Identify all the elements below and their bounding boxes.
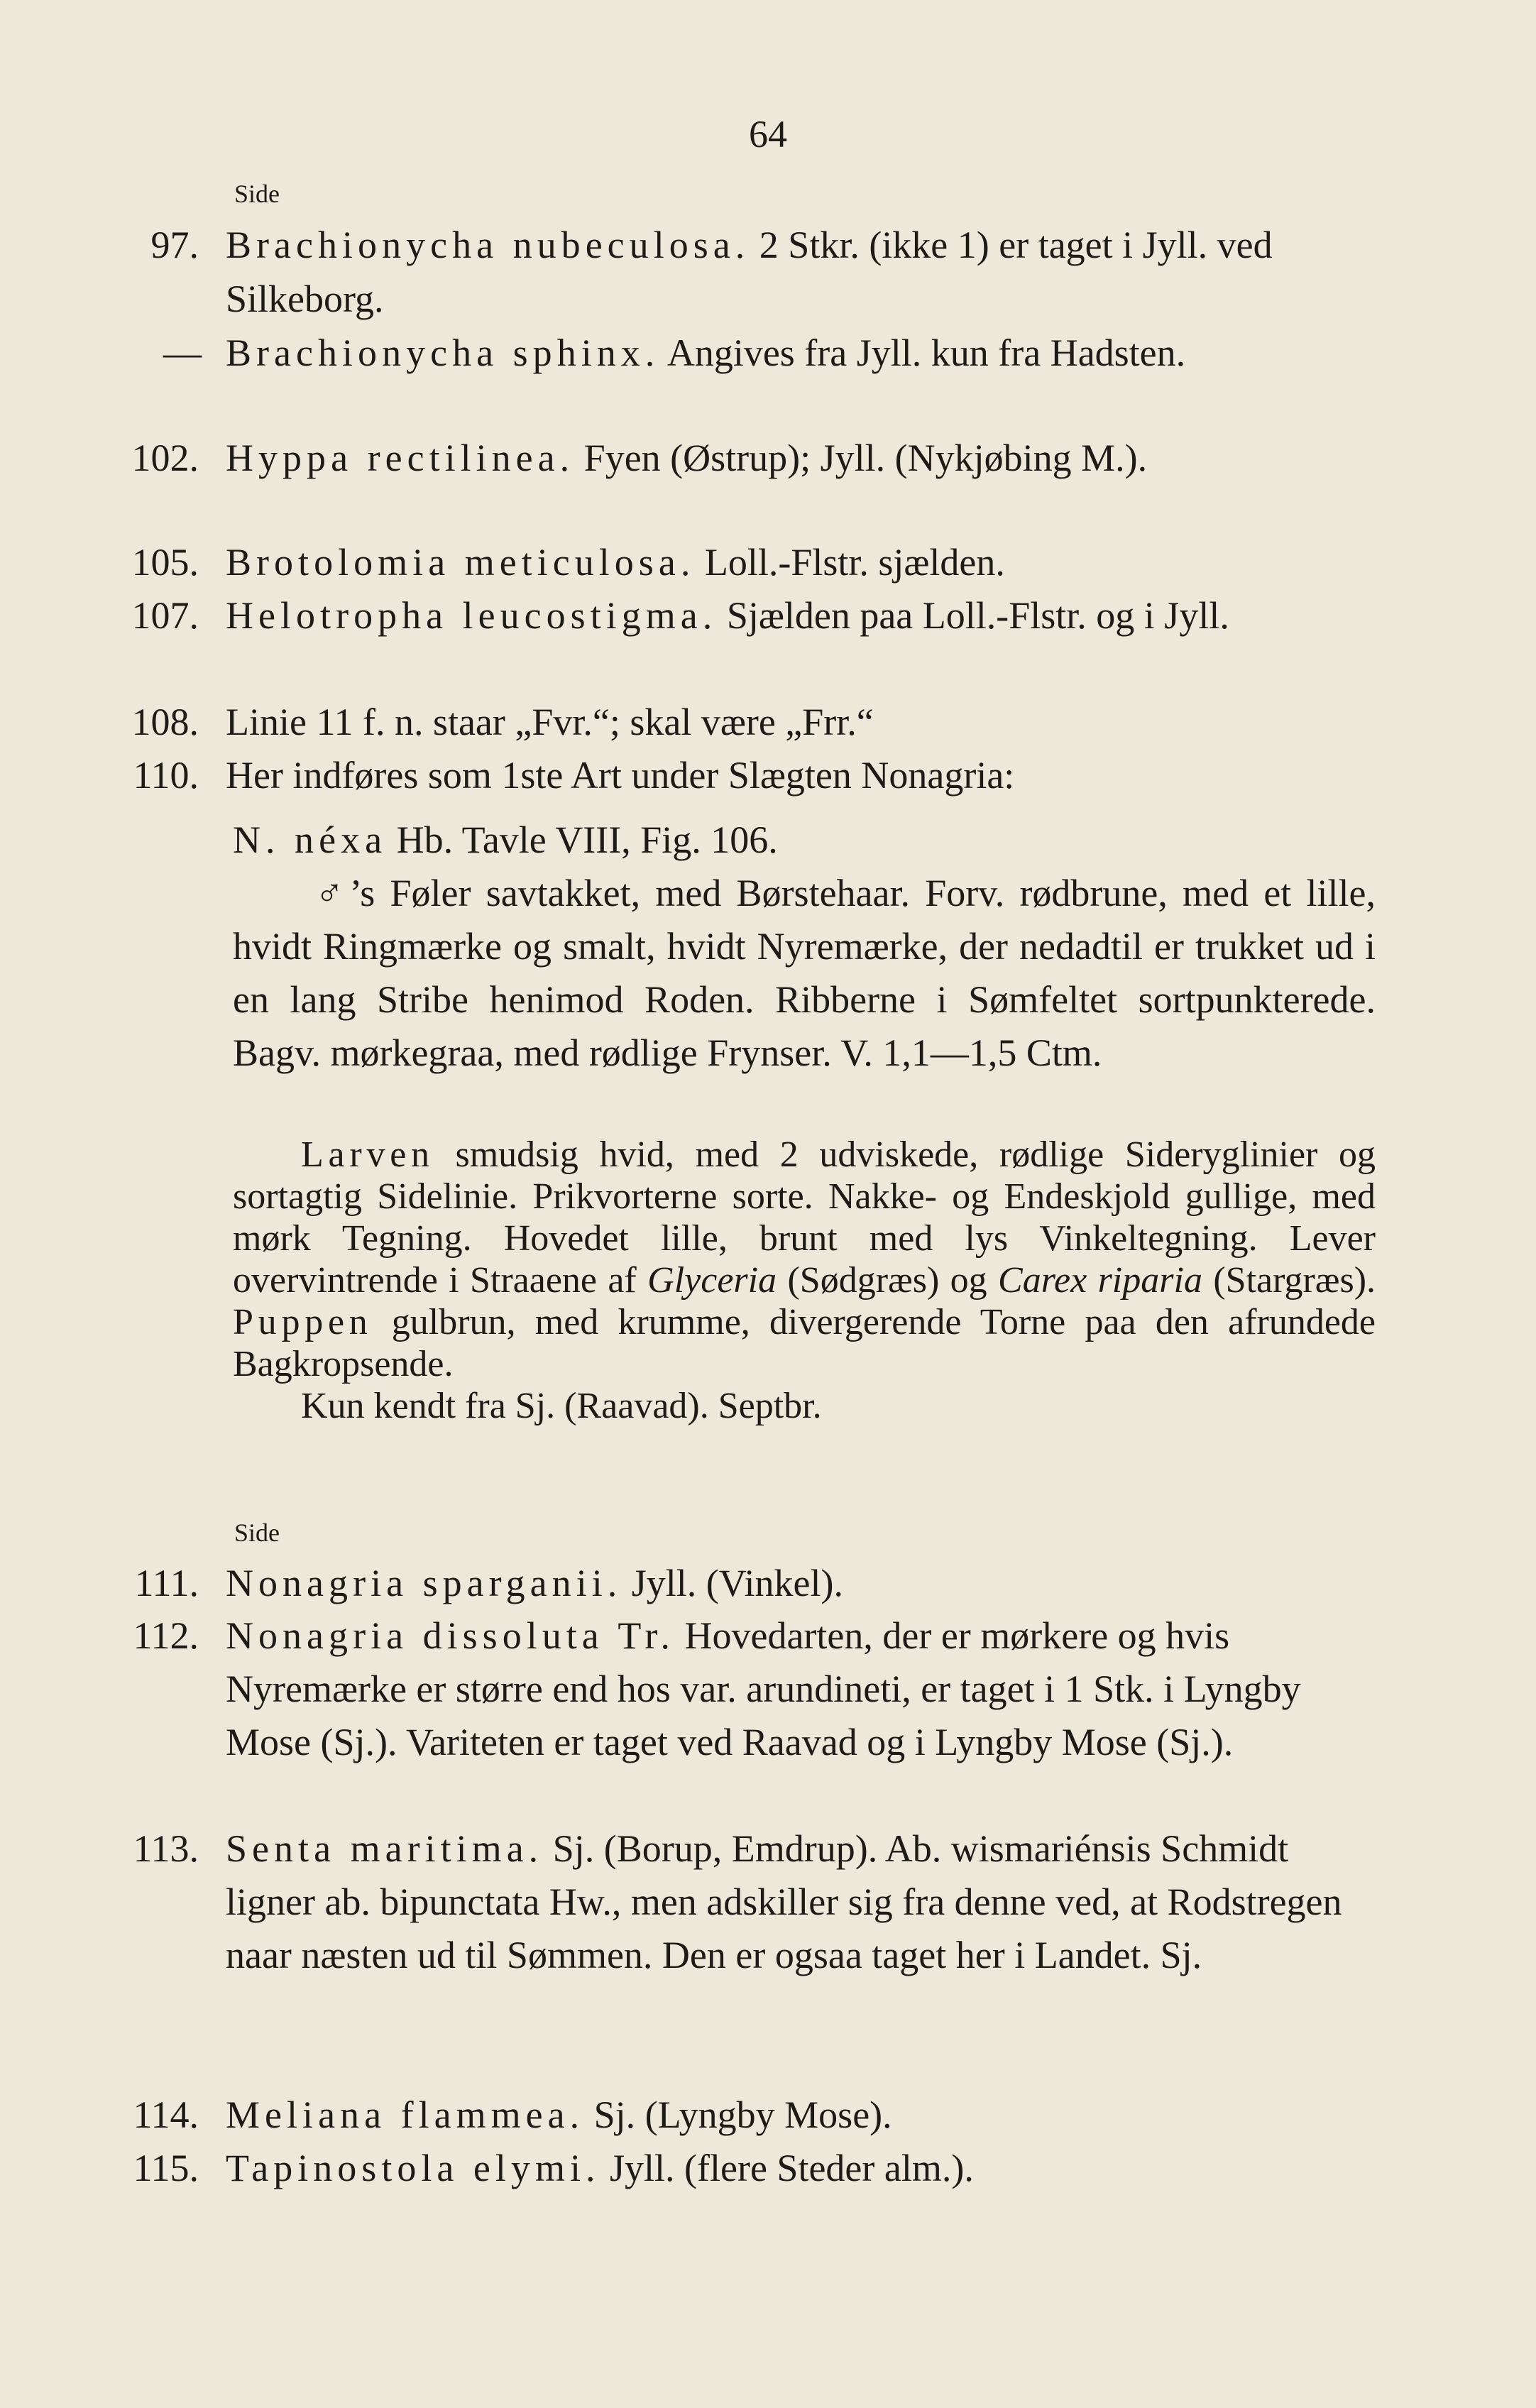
entry-number: 112. [133,1614,199,1657]
entry-number: 110. [133,754,199,797]
pupa-label: Puppen [233,1302,373,1342]
entry-text: Her indføres som 1ste Art under Slægten Nonagria: [226,754,1015,797]
entry-text: Hovedarten, der er mørkere og hvis Nyremærke er større end hos var. arundineti, er taget i 1 Stk. i Lyngby Mose (Sj.). Variteten er taget ved Raavad og i Lyngby Mose (Sj.). [226,1614,1301,1763]
entry-113 [133,1822,1376,1982]
entry-107 [131,589,1376,642]
known-locality: Kun kendt fra Sj. (Raavad). Septbr. [301,1386,822,1426]
host-genus: Glyceria [647,1260,777,1301]
entry-110 [133,748,1376,802]
figure-reference: Hb. Tavle VIII, Fig. 106. [396,819,778,861]
side-column-label: Side [234,1518,280,1547]
entry-text: Loll.-Flstr. sjælden. [704,541,1005,584]
entry-number: 102. [131,437,199,479]
entry-112 [133,1609,1376,1769]
species-name: Brachionycha nubeculosa. [226,224,750,266]
entry-115 [133,2142,1376,2195]
page-number: 64 [749,113,787,155]
entry-114 [133,2089,1376,2142]
species-name: Helotropha leucostigma. [226,594,718,637]
entry-number: 97. [150,224,199,266]
entry-number: 107. [131,594,199,637]
species-name: Hyppa rectilinea. [226,437,575,479]
species-name: Brotolomia meticulosa. [226,541,696,584]
species-name: Nonagria dissoluta Tr. [226,1614,675,1657]
species-name: Brachionycha sphinx. [226,332,660,374]
entry-102 [131,431,1376,485]
entry-text: Linie 11 f. n. staar „Fvr.“; skal være „Frr.“ [226,701,874,743]
entry-number: 105. [131,541,199,584]
adult-description: ♂’s Føler savtakket, med Børstehaar. Forv. rødbrune, med et lille, hvidt Ringmærke og smalt, hvidt Nyremærke, der nedadtil er trukket ud i en lang Stribe henimod Roden. Ribberne i Sømfeltet sortpunkterede. Bagv. mørkegraa, med rødlige Frynser. V. 1,1—1,5 Ctm. [233,872,1376,1074]
entry-text: Sj. (Borup, Emdrup). Ab. wismariénsis Schmidt ligner ab. bipunctata Hw., men adskiller sig fra denne ved, at Rodstregen naar næsten ud til Sømmen. Den er ogsaa taget her i Landet. Sj. [226,1827,1342,1976]
species-name: Meliana flammea. [226,2094,585,2136]
entry-111 [134,1557,1376,1610]
larva-text: smudsig hvid, med 2 udviskede, rødlige Sideryglinier og sortagtig Sidelinie. Prikvorterne sorte. Nakke- og Endeskjold gullige, med mørk Tegning. Hovedet lille, brunt med lys Vinkeltegning. Lever overvintrende i Straaene af [233,1134,1376,1301]
larva-paragraph [233,1134,1376,1385]
entry-number: — [163,332,202,374]
larva-text: (Stargræs). [1213,1260,1376,1301]
entry-dash [163,326,1376,380]
nexa-description [233,814,1376,1080]
entry-number: 113. [133,1827,199,1870]
larva-label: Larven [301,1134,434,1175]
entry-text: Fyen (Østrup); Jyll. (Nykjøbing M.). [583,437,1148,479]
entry-105 [131,535,1376,589]
entry-108 [131,695,1376,749]
entry-text: 2 Stkr. (ikke 1) er taget i Jyll. ved Silkeborg. [226,224,1273,320]
entry-number: 108. [131,701,199,743]
species-name: Nonagria sparganii. [226,1562,622,1604]
entry-97 [150,218,1376,326]
pupa-text: gulbrun, med krumme, divergerende Torne paa den afrundede Bagkropsende. [233,1302,1376,1384]
host-species: Carex riparia [998,1260,1202,1301]
entry-text: Angives fra Jyll. kun fra Hadsten. [666,332,1186,374]
entry-text: Jyll. (Vinkel). [631,1562,843,1604]
side-column-label: Side [234,180,280,208]
larva-text: (Sødgræs) og [787,1260,987,1301]
species-name: Senta maritima. [226,1827,544,1870]
entry-text: Sj. (Lyngby Mose). [593,2094,892,2136]
species-name: Tapinostola elymi. [226,2147,600,2189]
entry-number: 111. [134,1562,199,1604]
entry-text: Jyll. (flere Steder alm.). [610,2147,974,2189]
entry-text: Sjælden paa Loll.-Flstr. og i Jyll. [726,594,1229,637]
larva-description [233,1134,1376,1427]
nexa-heading [233,814,1376,867]
entry-number: 115. [133,2147,199,2189]
entry-number: 114. [133,2094,199,2136]
species-name: N. néxa [233,819,388,861]
